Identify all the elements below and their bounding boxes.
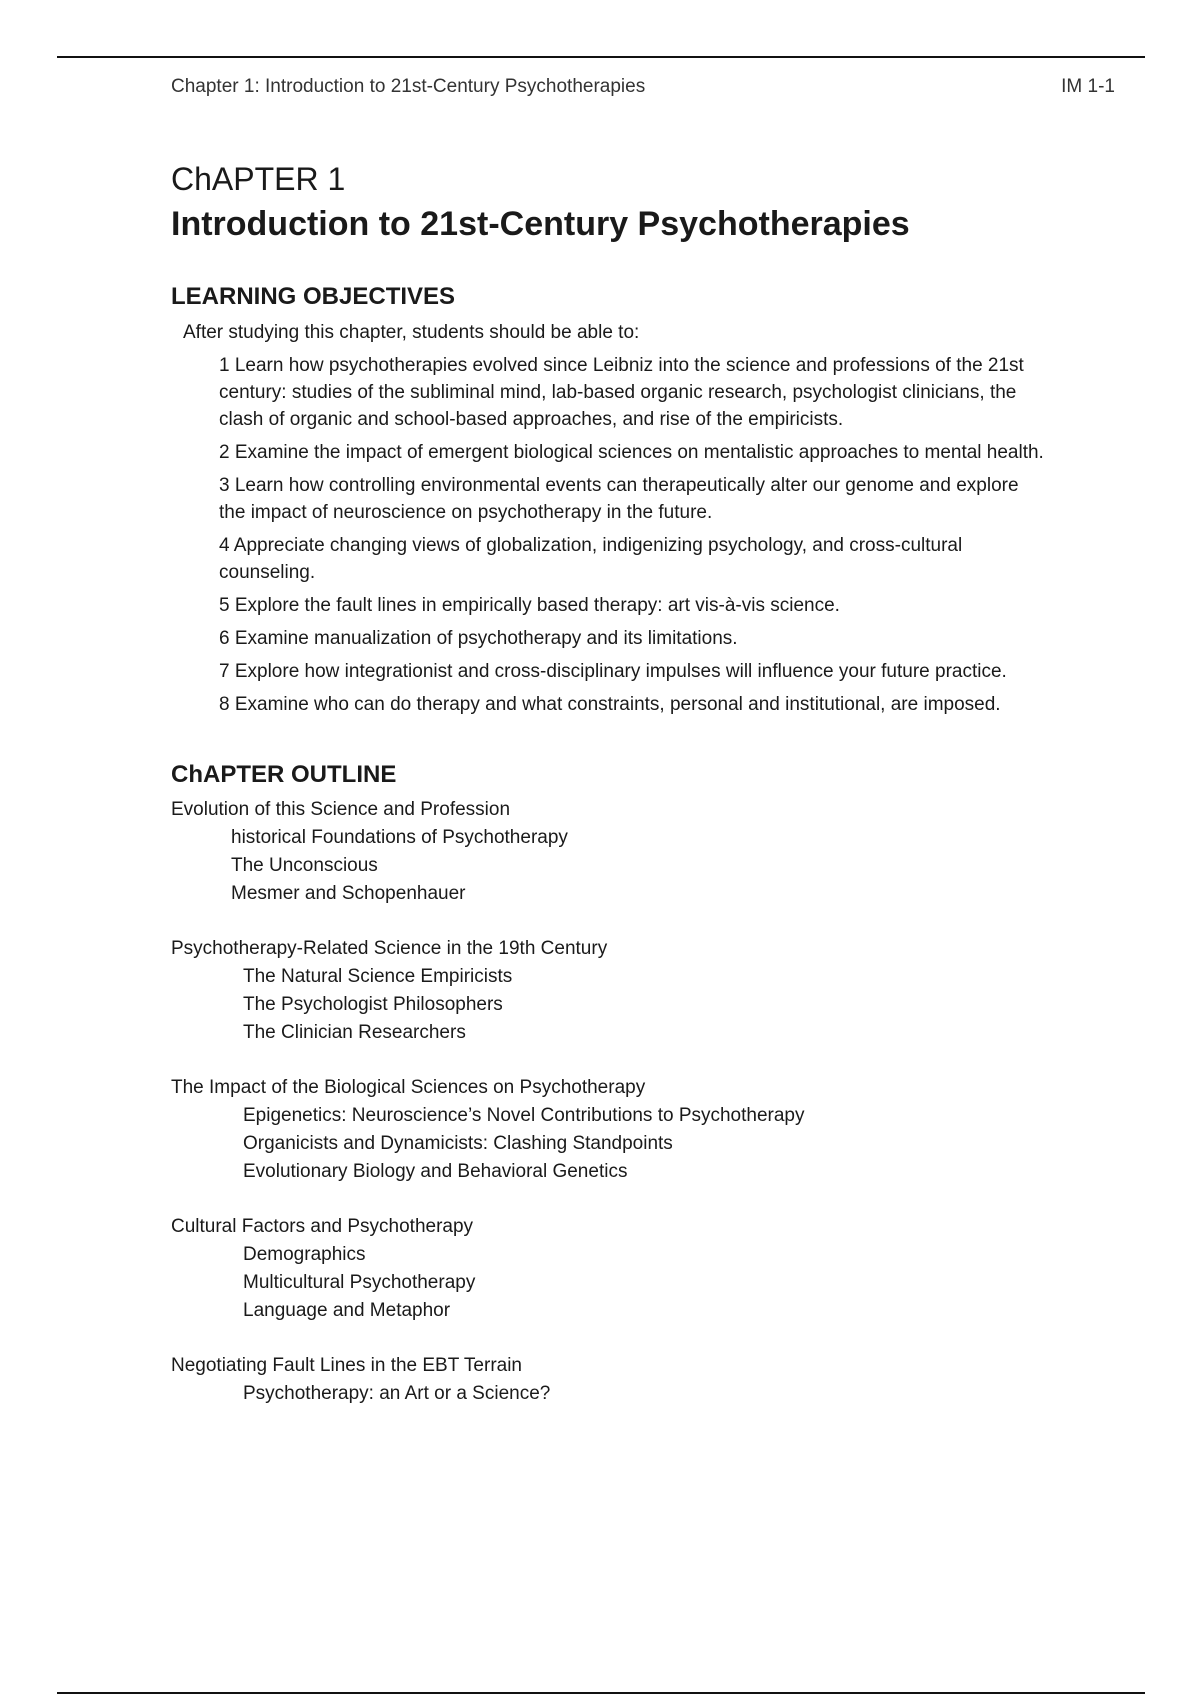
chapter-title: Introduction to 21st-Century Psychotherapies: [171, 205, 910, 243]
outline-subitem: Mesmer and Schopenhauer: [231, 883, 466, 904]
outline-subitem: The Psychologist Philosophers: [243, 994, 503, 1015]
outline-group: [171, 796, 1051, 908]
objective-item: 8 Examine who can do therapy and what constraints, personal and institutional, are imposed.: [219, 694, 1001, 715]
outline-group-title: Cultural Factors and Psychotherapy: [171, 1216, 474, 1237]
outline-subitem: Multicultural Psychotherapy: [243, 1272, 476, 1293]
outline-group: [171, 1074, 1051, 1186]
objective-item: 2 Examine the impact of emergent biological sciences on mentalistic approaches to mental health.: [219, 442, 1044, 463]
learning-objectives-heading: LEARNING OBJECTIVES: [171, 283, 456, 310]
outline-group: [171, 935, 1051, 1047]
objective-item: 1 Learn how psychotherapies evolved since Leibniz into the science and professions of the 21st century: studies of the subliminal mind, lab-based organic research, psychologist clinicians, the clash of organic and school-based approaches, and rise of the empiricists.: [219, 355, 1024, 430]
outline-subitem: historical Foundations of Psychotherapy: [231, 827, 568, 848]
objective-item: 4 Appreciate changing views of globalization, indigenizing psychology, and cross-cultural counseling.: [219, 535, 963, 583]
outline-group-title: The Impact of the Biological Sciences on Psychotherapy: [171, 1077, 646, 1098]
outline-subitem: The Unconscious: [231, 855, 378, 876]
bottom-rule: [57, 1692, 1145, 1694]
objectives-intro: After studying this chapter, students should be able to:: [183, 322, 640, 343]
outline-group: [171, 1352, 1051, 1408]
running-header: [171, 76, 1115, 98]
outline-subitem: The Clinician Researchers: [243, 1022, 466, 1043]
outline-subitem: Demographics: [243, 1244, 366, 1265]
outline-subitem: The Natural Science Empiricists: [243, 966, 513, 987]
outline-subitem: Epigenetics: Neuroscience’s Novel Contributions to Psychotherapy: [243, 1105, 805, 1126]
outline-group-title: Negotiating Fault Lines in the EBT Terrain: [171, 1355, 522, 1376]
outline-subitem: Organicists and Dynamicists: Clashing Standpoints: [243, 1133, 673, 1154]
objective-item: 6 Examine manualization of psychotherapy and its limitations.: [219, 628, 738, 649]
outline-group-title: Evolution of this Science and Profession: [171, 799, 511, 820]
outline-groups: [171, 796, 1051, 1408]
chapter-label: ChAPTER 1: [171, 161, 346, 197]
outline-group: [171, 1213, 1051, 1325]
objective-item: 7 Explore how integrationist and cross-disciplinary impulses will influence your future practice.: [219, 661, 1007, 682]
page-label: IM 1-1: [1061, 76, 1115, 97]
top-rule: [57, 56, 1145, 58]
outline-subitem: Evolutionary Biology and Behavioral Genetics: [243, 1161, 628, 1182]
chapter-outline-heading: ChAPTER OUTLINE: [171, 761, 397, 788]
objective-item: 3 Learn how controlling environmental events can therapeutically alter our genome and explore the impact of neuroscience on psychotherapy in the future.: [219, 475, 1019, 523]
running-title: Chapter 1: Introduction to 21st-Century Psychotherapies: [171, 76, 646, 97]
objectives-list: [219, 352, 1047, 718]
objective-item: 5 Explore the fault lines in empirically based therapy: art vis-à-vis science.: [219, 595, 840, 616]
outline-subitem: Language and Metaphor: [243, 1300, 451, 1321]
outline-group-title: Psychotherapy-Related Science in the 19th Century: [171, 938, 608, 959]
outline-subitem: Psychotherapy: an Art or a Science?: [243, 1383, 551, 1404]
page-content: [171, 158, 1051, 1435]
